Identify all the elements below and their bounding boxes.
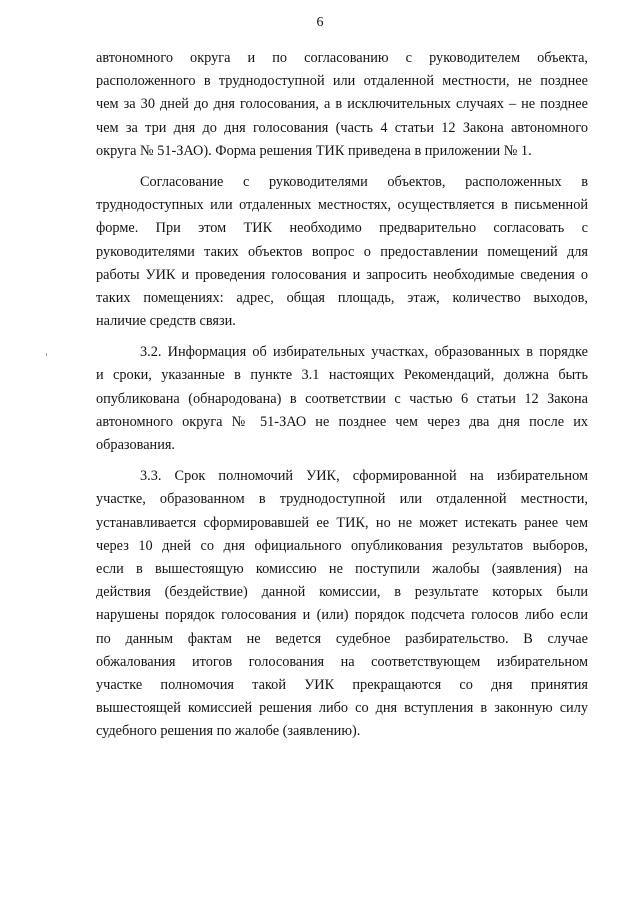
text-line: участке полномочия такой УИК прекращаются со дня принятия <box>96 676 588 693</box>
text-line: труднодоступных или отдаленных местностях, осуществляется в письменной <box>96 197 588 214</box>
margin-mark <box>46 353 47 356</box>
text-line: форме. При этом ТИК необходимо предварительно согласовать с <box>96 220 588 237</box>
text-line: 3.2. Информация об избирательных участках, образованных в порядке <box>140 344 588 361</box>
text-line: если в вышестоящую комиссию не поступили жалобы (заявления) на <box>96 560 588 577</box>
paragraph-4 <box>96 465 588 743</box>
text-line: округа № 51-ЗАО). Форма решения ТИК приведена в приложении № 1. <box>96 142 532 159</box>
text-line: судебного решения по жалобе (заявлению). <box>96 723 361 740</box>
text-line: наличие средств связи. <box>96 313 236 330</box>
text-line: автономного округа и по согласованию с руководителем объекта, <box>96 50 588 66</box>
text-line: обжалования итогов голосования на соответствующем избирательном <box>96 653 588 670</box>
text-line: расположенного в труднодоступной или отдаленной местности, не позднее <box>96 73 588 90</box>
page-number: 6 <box>316 15 324 30</box>
text-line: участке, образованном в труднодоступной или отдаленной местности, <box>96 491 588 508</box>
text-line: устанавливается сформировавшей ее ТИК, но не может истекать ранее чем <box>96 514 588 531</box>
text-line: образования. <box>96 437 175 453</box>
text-line: по данным фактам не ведется судебное разбирательство. В случае <box>96 630 588 647</box>
text-line: опубликована (обнародована) в соответствии с частью 6 статьи 12 Закона <box>96 390 588 407</box>
paragraph-1 <box>96 47 588 163</box>
paragraph-2 <box>96 171 588 333</box>
text-line: действия (бездействие) данной комиссии, в результате которых были <box>96 584 588 601</box>
text-line: таких помещениях: адрес, общая площадь, этаж, количество выходов, <box>96 289 588 306</box>
text-line: автономного округа № 51-ЗАО не позднее чем через два дня после их <box>96 413 588 430</box>
document-body <box>96 47 588 743</box>
text-line: вышестоящей комиссией решения либо со дня вступления в законную силу <box>96 700 588 717</box>
text-line: чем за три дня до дня голосования (часть 4 статьи 12 Закона автономного <box>96 119 588 136</box>
text-line: и сроки, указанные в пункте 3.1 настоящих Рекомендаций, должна быть <box>96 367 588 384</box>
text-line: нарушены порядок голосования и (или) порядок подсчета голосов либо если <box>96 607 588 624</box>
paragraph-gap <box>96 457 588 465</box>
text-line: руководителями таких объектов вопрос о предоставлении помещений для <box>96 243 588 260</box>
text-line: чем за 30 дней до дня голосования, а в исключительных случаях – не позднее <box>96 96 588 113</box>
paragraph-gap <box>96 163 588 171</box>
text-line: через 10 дней со дня официального опубликования результатов выборов, <box>96 537 588 554</box>
text-line: Согласование с руководителями объектов, расположенных в <box>140 173 588 190</box>
paragraph-gap <box>96 333 588 341</box>
text-line: 3.3. Срок полномочий УИК, сформированной на избирательном <box>140 468 588 485</box>
text-line: работы УИК и проведения голосования и запросить необходимые сведения о <box>96 266 588 283</box>
paragraph-3 <box>96 341 588 457</box>
